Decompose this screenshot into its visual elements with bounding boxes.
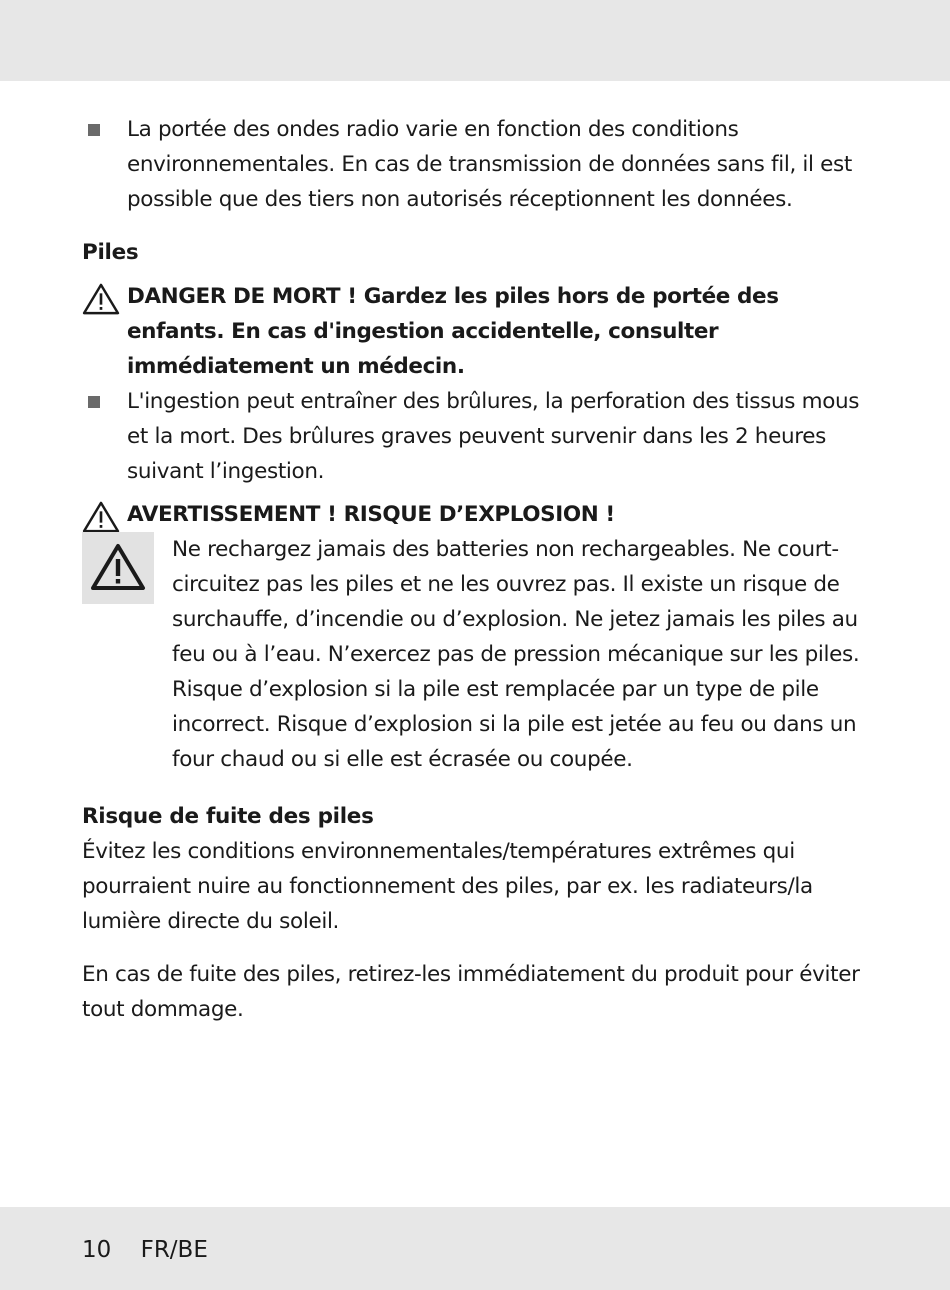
square-bullet-icon [88, 124, 100, 136]
header-band [0, 0, 950, 81]
warning-triangle-box-icon [82, 532, 154, 604]
leak-paragraph-1: Évitez les conditions environnementales/températures extrêmes qui pourraient nuire au fonctionnement des piles, par ex. les radiateurs/la lumière directe du soleil. [82, 839, 813, 934]
page-footer [82, 1234, 208, 1266]
square-bullet-icon [88, 396, 100, 408]
danger-warning [82, 279, 872, 384]
explosion-warning-block [82, 532, 872, 777]
explosion-warning-text: Ne rechargez jamais des batteries non rechargeables. Ne court-circuitez pas les piles et ne les ouvrez pas. Il existe un risque de surchauffe, d’incendie ou d’explosion. Ne jetez jamais les piles au feu ou à l’eau. N’exercez pas de pression mécanique sur les piles. Risque d’explosion si la pile est remplacée par un type de pile incorrect. Risque d’explosion si la pile est jetée au feu ou dans un four chaud ou si elle est écrasée ou coupée. [172, 537, 860, 772]
warning-triangle-icon [82, 501, 120, 533]
page-content [82, 112, 872, 1027]
warning-triangle-icon [82, 283, 120, 315]
language-code: FR/BE [140, 1237, 208, 1263]
page-number: 10 [82, 1237, 112, 1263]
ingestion-text: L'ingestion peut entraîner des brûlures, la perforation des tissus mous et la mort. Des brûlures graves peuvent survenir dans les 2 heures suivant l’ingestion. [127, 389, 860, 484]
explosion-warning-heading [82, 497, 872, 532]
leak-paragraph-2: En cas de fuite des piles, retirez-les immédiatement du produit pour éviter tout dommage. [82, 962, 860, 1022]
piles-heading: Piles [82, 240, 139, 265]
radio-range-bullet [82, 112, 872, 217]
ingestion-bullet [82, 384, 872, 489]
leak-heading: Risque de fuite des piles [82, 804, 374, 829]
explosion-warning-heading-text: AVERTISSEMENT ! RISQUE D’EXPLOSION ! [127, 502, 615, 527]
danger-warning-text: DANGER DE MORT ! Gardez les piles hors de portée des enfants. En cas d'ingestion accidentelle, consulter immédiatement un médecin. [127, 284, 779, 379]
radio-range-text: La portée des ondes radio varie en fonction des conditions environnementales. En cas de transmission de données sans fil, il est possible que des tiers non autorisés réceptionnent les données. [127, 117, 852, 212]
